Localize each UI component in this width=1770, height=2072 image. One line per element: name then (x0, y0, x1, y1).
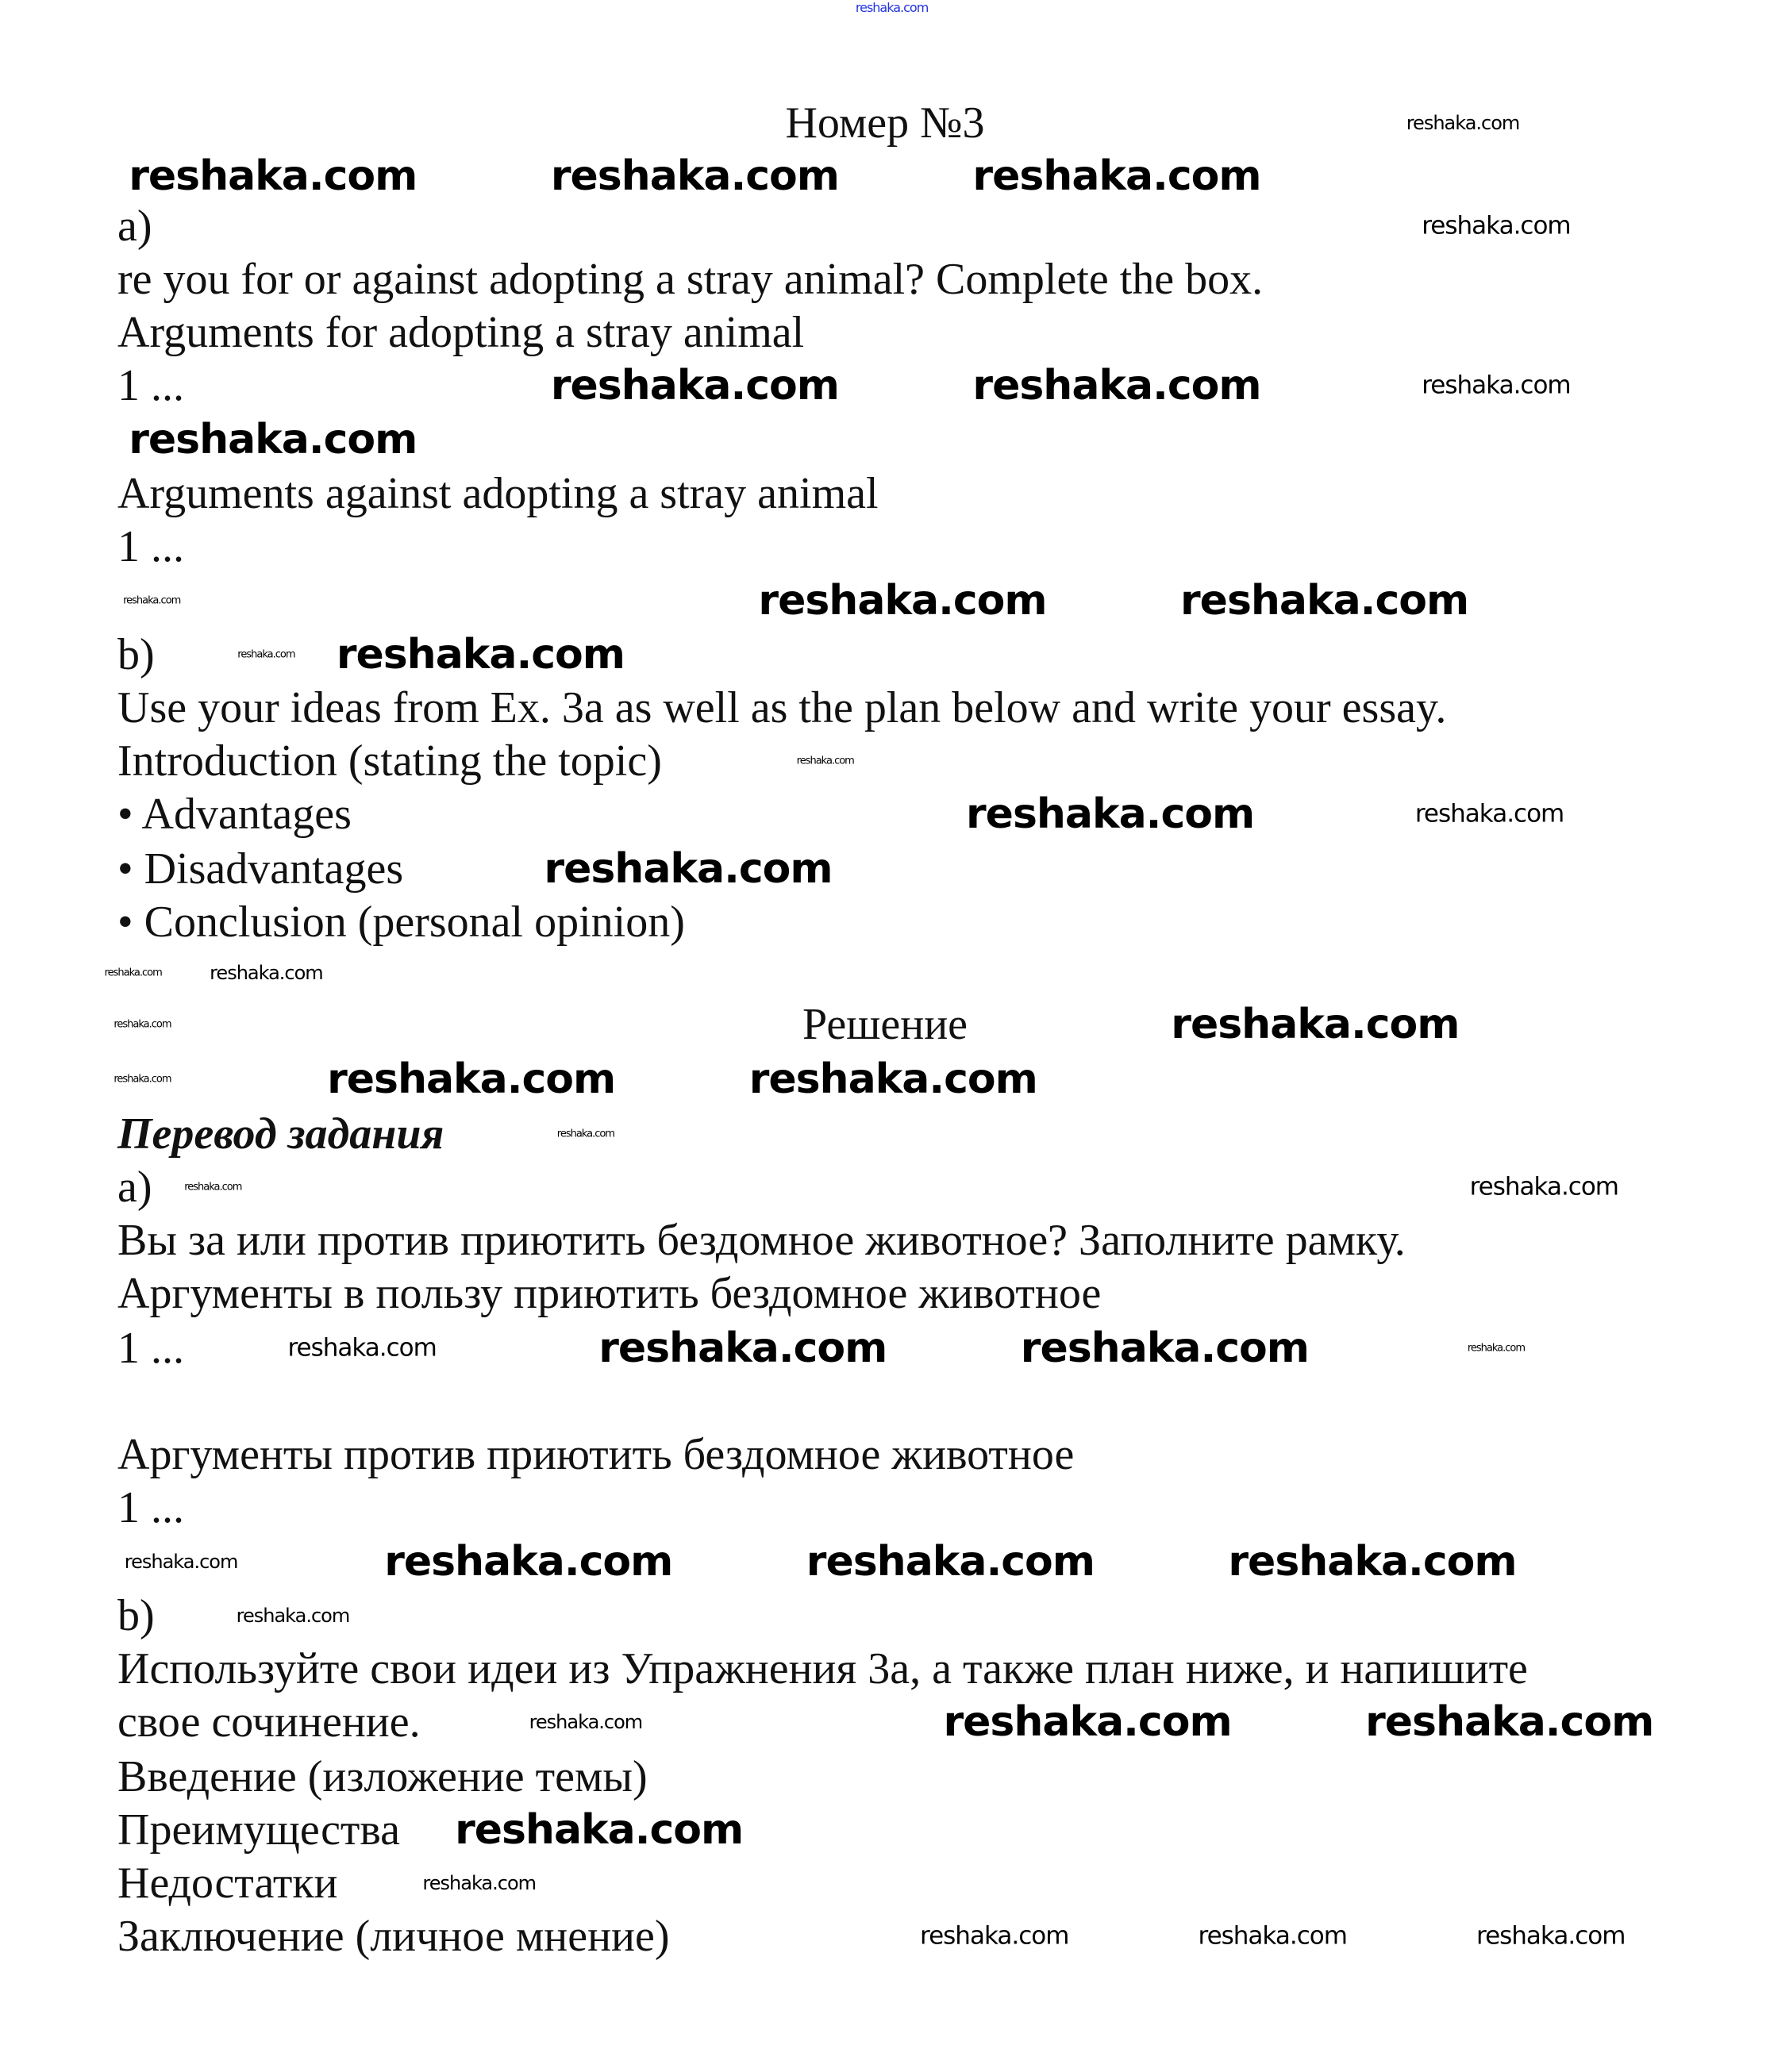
plan-intro: Introduction (stating the topic) (117, 736, 662, 786)
watermark: reshaka.com (1422, 371, 1571, 400)
page-title: Номер №3 (785, 98, 985, 148)
watermark: reshaka.com (129, 416, 417, 463)
watermark: reshaka.com (855, 0, 929, 15)
watermark: reshaka.com (550, 152, 839, 200)
watermark: reshaka.com (129, 152, 417, 200)
args-for-heading: Arguments for adopting a stray animal (117, 308, 805, 357)
translation-plan-item: Преимущества (117, 1805, 400, 1855)
watermark: reshaka.com (287, 1333, 437, 1363)
watermark: reshaka.com (336, 631, 625, 678)
translation-heading: Перевод задания (117, 1109, 444, 1159)
watermark: reshaka.com (104, 967, 162, 979)
watermark: reshaka.com (114, 1073, 171, 1086)
watermark: reshaka.com (236, 1605, 350, 1627)
watermark: reshaka.com (598, 1324, 887, 1372)
watermark: reshaka.com (1171, 1001, 1460, 1048)
translation-plan-item: Заключение (личное мнение) (117, 1912, 670, 1961)
watermark: reshaka.com (556, 1128, 614, 1140)
translation-args-against-item: 1 ... (117, 1483, 184, 1532)
watermark: reshaka.com (966, 790, 1255, 838)
watermark: reshaka.com (796, 755, 854, 767)
watermark: reshaka.com (1414, 799, 1564, 828)
watermark: reshaka.com (806, 1538, 1095, 1586)
watermark: reshaka.com (1476, 1921, 1626, 1951)
plan-item: • Advantages (117, 790, 352, 839)
watermark: reshaka.com (422, 1872, 537, 1894)
translation-plan-item: Введение (изложение темы) (117, 1752, 648, 1801)
watermark: reshaka.com (1469, 1172, 1619, 1201)
watermark: reshaka.com (124, 1551, 238, 1573)
watermark: reshaka.com (758, 577, 1047, 625)
watermark: reshaka.com (384, 1538, 673, 1586)
watermark: reshaka.com (1020, 1324, 1309, 1372)
watermark: reshaka.com (529, 1711, 643, 1733)
task-a-question: re you for or against adopting a stray animal? Complete the box. (117, 255, 1264, 304)
translation-plan-item: Недостатки (117, 1859, 338, 1908)
plan-item: • Conclusion (personal opinion) (117, 898, 685, 947)
watermark: reshaka.com (114, 1018, 171, 1031)
watermark: reshaka.com (184, 1181, 242, 1194)
args-against-item: 1 ... (117, 522, 184, 571)
args-against-heading: Arguments against adopting a stray animal (117, 469, 879, 518)
args-for-item: 1 ... (117, 361, 184, 410)
watermark: reshaka.com (455, 1806, 744, 1854)
task-a-label: a) (117, 202, 152, 251)
watermark: reshaka.com (1365, 1698, 1654, 1746)
translation-b-label: b) (117, 1591, 155, 1640)
plan-item: • Disadvantages (117, 844, 404, 894)
task-b-instruction: Use your ideas from Ex. 3a as well as the plan below and write your essay. (117, 683, 1447, 732)
watermark: reshaka.com (237, 648, 295, 661)
translation-b-instruction: Используйте свои идеи из Упражнения 3а, а также план ниже, и напишите (117, 1644, 1528, 1693)
watermark: reshaka.com (550, 362, 839, 409)
watermark: reshaka.com (972, 362, 1261, 409)
watermark: reshaka.com (1180, 577, 1469, 625)
watermark: reshaka.com (210, 962, 323, 984)
translation-args-against: Аргументы против приютить бездомное животное (117, 1430, 1075, 1479)
watermark: reshaka.com (748, 1055, 1037, 1103)
translation-args-for-item: 1 ... (117, 1324, 184, 1373)
watermark: reshaka.com (1228, 1538, 1517, 1586)
watermark: reshaka.com (544, 845, 833, 893)
watermark: reshaka.com (1467, 1342, 1526, 1355)
watermark: reshaka.com (1198, 1921, 1347, 1951)
watermark: reshaka.com (972, 152, 1261, 200)
translation-a-question: Вы за или против приютить бездомное животное? Заполните рамку. (117, 1216, 1406, 1265)
solution-heading: Решение (802, 1000, 968, 1049)
task-b-label: b) (117, 630, 155, 679)
watermark: reshaka.com (1406, 112, 1520, 134)
watermark: reshaka.com (943, 1698, 1232, 1746)
watermark: reshaka.com (1422, 211, 1571, 240)
translation-b-instruction-cont: свое сочинение. (117, 1697, 421, 1747)
watermark: reshaka.com (327, 1055, 616, 1103)
watermark: reshaka.com (123, 594, 181, 607)
translation-args-for: Аргументы в пользу приютить бездомное животное (117, 1269, 1102, 1318)
watermark: reshaka.com (920, 1921, 1069, 1951)
translation-a-label: a) (117, 1163, 152, 1212)
